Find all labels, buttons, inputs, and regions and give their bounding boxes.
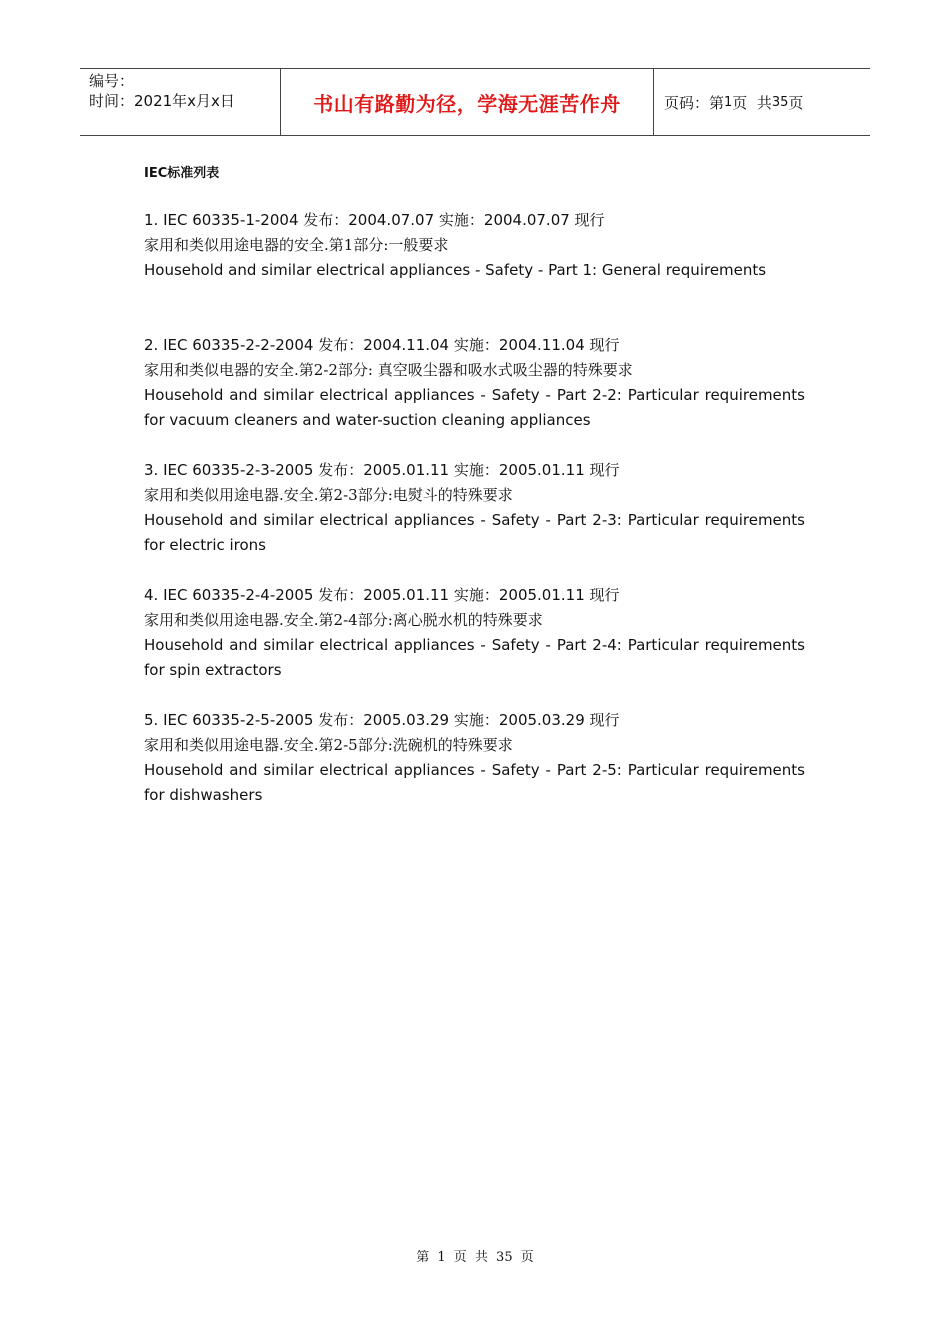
standard-number: 3. IEC 60335-2-3-2005 发布：2005.01.11 实施：2005.01.11 现行: [144, 461, 620, 479]
page-total: 35: [771, 94, 789, 110]
chinese-title: 家用和类似用途电器.安全.第2-5部分:洗碗机的特殊要求: [144, 736, 513, 754]
chinese-title: 家用和类似用途电器.安全.第2-4部分:离心脱水机的特殊要求: [144, 611, 543, 629]
standard-number: 5. IEC 60335-2-5-2005 发布：2005.03.29 实施：2005.03.29 现行: [144, 711, 620, 729]
header-motto-cell: [281, 69, 654, 135]
list-item: [144, 333, 805, 433]
header-meta-cell: [80, 69, 281, 135]
english-title: Household and similar electrical appliances - Safety - Part 2-5: Particular requirements for dishwashers: [144, 761, 805, 804]
list-item: [144, 458, 805, 558]
number-label: 编号：: [89, 72, 135, 90]
motto-text: 书山有路勤为径，学海无涯苦作舟: [313, 91, 621, 116]
chinese-title: 家用和类似电器的安全.第2-2部分: 真空吸尘器和吸水式吸尘器的特殊要求: [144, 361, 633, 379]
english-title: Household and similar electrical appliances - Safety - Part 2-4: Particular requirements for spin extractors: [144, 636, 805, 679]
time-label: 时间：2021年x月x日: [89, 92, 235, 110]
document-title: IEC标准列表: [144, 166, 220, 181]
list-item: [144, 583, 805, 683]
list-item: [144, 708, 805, 808]
page-footer: 第 1 页 共 35 页: [416, 1250, 534, 1265]
standards-list: [144, 208, 805, 833]
page-header: [80, 68, 870, 136]
page-current: 1: [724, 94, 733, 110]
list-item: [144, 208, 805, 283]
chinese-title: 家用和类似用途电器.安全.第2-3部分:电熨斗的特殊要求: [144, 486, 513, 504]
standard-number: 2. IEC 60335-2-2-2004 发布：2004.11.04 实施：2004.11.04 现行: [144, 336, 620, 354]
standard-number: 1. IEC 60335-1-2004 发布：2004.07.07 实施：2004.07.07 现行: [144, 211, 605, 229]
page-label-prefix: 页码：第: [664, 93, 725, 112]
standard-number: 4. IEC 60335-2-4-2005 发布：2005.01.11 实施：2005.01.11 现行: [144, 586, 620, 604]
page-label-mid: 页 共: [732, 93, 772, 112]
english-title: Household and similar electrical appliances - Safety - Part 2-2: Particular requirements for vacuum cleaners and water-suction cleaning appliances: [144, 386, 805, 429]
english-title: Household and similar electrical appliances - Safety - Part 2-3: Particular requirements for electric irons: [144, 511, 805, 554]
english-title: Household and similar electrical appliances - Safety - Part 1: General requirements: [144, 261, 767, 279]
page-label-suffix: 页: [788, 93, 804, 112]
header-page-cell: [654, 69, 870, 135]
chinese-title: 家用和类似用途电器的安全.第1部分:一般要求: [144, 236, 449, 254]
